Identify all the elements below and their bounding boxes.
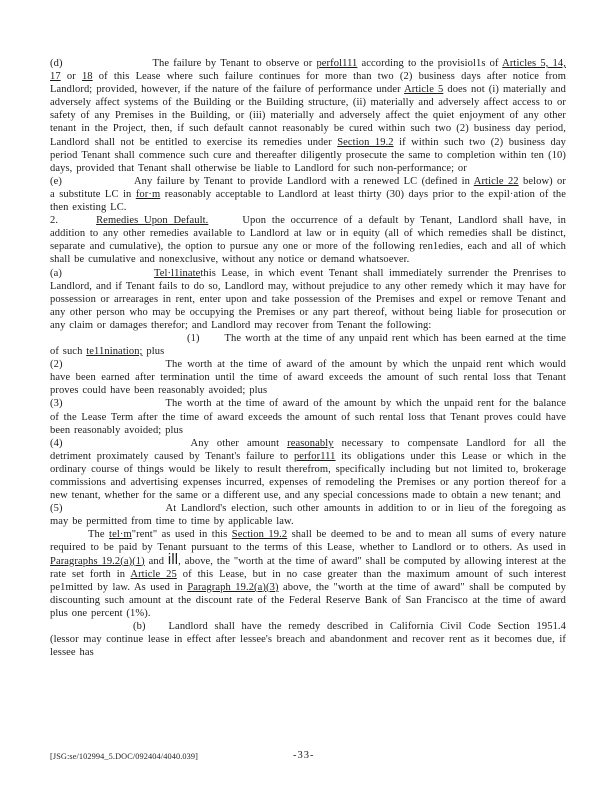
paragraph-b-civil-code (50, 620, 566, 659)
underlined-text: reasonably (287, 437, 334, 449)
underlined-text: 17 (50, 71, 61, 83)
text-run: Landlord shall have the remedy described in California Civil Code Section 1951.4 (lessor may continue lease in effect after lessee's breach and abandonment and recover rent as it becomes due, if lessee has (50, 621, 566, 659)
text-run: 2. (50, 215, 59, 227)
text-run: of this Lease where such failure continues for more than two (2) business days after notice from Landlord; provided, however, if the nature of the failure of performance under (50, 71, 566, 96)
text-run: its obligations under this Lease or which in the ordinary course of things would be likely to result therefrom, specifically including but not limited to, brokerage commissions and advertising expenses incurred, expenses of remodeling the Premises or any portion thereof for a new tenant, whether for the same or a different use, and any special concessions made to obtain a new tenant; and (50, 450, 566, 502)
text-run: (3) (50, 398, 63, 410)
underlined-text: Section 19.2 (231, 529, 288, 541)
underlined-text: Tel·l1inate (153, 267, 201, 279)
text-run: does not (i) materially and adversely affect systems of the Building or the Building structure, (ii) materially and adversely affect access to or safety of any Premises in the Building, or (iii) materially and adversely affect the quiet enjoyment of any other tenant in the Project, then, if such default cannot reasonably be cured within such two (2) business day period, Landlord shall not be entitled to exercise its remedies under (50, 84, 566, 148)
text-run: (a) (50, 267, 62, 279)
text-run: Upon the occurrence of a default by Tenant, Landlord shall have, in addition to any other remedies available to Landlord at law or in equity (all of which remedies shall be distinct, separate and cumulative), the option to pursue any one or more of the following ren1edies, each and all of which shall be cumulative and nonexclusive, without any notice or demand whatsoever. (50, 215, 566, 266)
tab-spacer (50, 340, 187, 341)
text-run: Any other amount (190, 437, 288, 449)
tab-spacer (63, 510, 166, 511)
text-run: this Lease, in which event Tenant shall immediately surrender the Prenrises to Landlord, and if Tenant fails to do so, Landlord may, without prejudice to any other remedy which it may have for possession or arrearages in rent, enter upon and take possession of the Premises and expel or remove Tenant and any other person who may be occupying the Premises or any part thereof, without being liable for prosecution or any claim or damages therefor; and Landlord may recover from Tenant the following: (50, 267, 566, 331)
text-run: The failure by Tenant to observe or (152, 58, 317, 69)
text-run: necessary to compensate Landlord for all the detriment proximately caused by Tenant's failure to (50, 437, 566, 462)
text-run: if within such two (2) business day period Tenant shall commence such cure and thereafter diligently prosecute the same to completion within ten (10) days, provided that Tenant shall otherwise be liable to Landlord for such non-performance; or (50, 136, 567, 174)
underlined-text: perfol111 (316, 58, 358, 69)
text-run: (d) (50, 58, 63, 69)
tab-spacer (63, 405, 166, 406)
text-run: or (60, 71, 82, 83)
text-run: shall be deemed to be and to mean all sums of every nature required to be paid by Tenant pursuant to the terms of this Lease, whether to Landlord or to others. As used in (50, 529, 567, 554)
underlined-text: Remedies Upon Default. (96, 215, 209, 227)
tab-spacer (50, 536, 88, 537)
text-run: "rent" as used in this (131, 529, 232, 541)
text-run: (5) (50, 503, 63, 515)
text-run: The worth at the time of award of the amount by which the unpaid rent for the balance of the Lease Term after the time of award exceeds the amount of such rental loss that Tenant proves could have been reasonably avoided; plus (50, 398, 566, 436)
underlined-text: te11nination; (86, 346, 143, 358)
text-run: below) or a substitute LC in (50, 175, 566, 200)
tab-spacer (146, 628, 169, 629)
text-run: (4) (50, 437, 63, 449)
tab-spacer (62, 183, 134, 184)
underlined-text: Paragraph 19.2(a)(3) (187, 581, 279, 593)
tab-spacer (62, 275, 154, 276)
text-run: of this Lease, but in no case greater than the maximum amount of such interest pe1mitted by law. As used in (50, 568, 566, 593)
text-run: The (88, 529, 110, 541)
tab-spacer (63, 366, 166, 367)
text-run: The worth at the time of any unpaid rent which has been earned at the time of such (50, 332, 566, 358)
document-body (50, 57, 566, 659)
subparagraph-1 (50, 332, 566, 358)
underlined-text: Article 25 (130, 568, 177, 580)
subparagraph-3 (50, 397, 566, 436)
underlined-text: 18 (81, 71, 93, 83)
underlined-text: for·m (135, 188, 161, 200)
paragraph-rent-definition (50, 528, 566, 620)
text-run: reasonably acceptable to Landlord at least thirty (30) days prior to the expil·ation of the then existing LC. (50, 188, 567, 214)
subparagraph-2 (50, 358, 566, 397)
underlined-text: Paragraphs 19.2(a)(1) (50, 555, 145, 567)
tab-spacer (63, 445, 191, 446)
text-run: (b) (133, 621, 146, 633)
text-run: (e) (50, 175, 62, 187)
subparagraph-5 (50, 502, 566, 528)
tab-spacer (208, 222, 242, 223)
footer-document-reference: [JSG:se/102994_5.DOC/092404/4040.039] (50, 752, 198, 761)
footer-page-number: -33- (293, 750, 315, 761)
underlined-text: tel·m (109, 529, 132, 541)
tab-spacer (50, 628, 133, 629)
underlined-text: Section 19.2 (337, 136, 394, 148)
text-run: At Landlord's election, such other amounts in addition to or in lieu of the foregoing as may be permitted from time to time by applicable law. (50, 503, 566, 528)
tab-spacer (58, 222, 96, 223)
paragraph-d (50, 57, 566, 175)
text-run: above, the "worth at the time of award" shall be computed by discounting such amount at the discount rate of the Federal Reserve Bank of San Francisco at the time of award plus one percent (1%). (50, 581, 566, 619)
text-run: (2) (50, 359, 63, 371)
emphasis-run: ill (167, 551, 179, 568)
text-run: Any failure by Tenant to provide Landlord with a renewed LC (defined in (133, 175, 474, 187)
text-run: (1) (187, 332, 200, 344)
subparagraph-4 (50, 437, 566, 502)
underlined-text: Article 5 (404, 84, 444, 96)
underlined-text: perfor111 (293, 450, 336, 462)
text-run: according to the provisiol1s of (357, 58, 503, 69)
section-2-remedies-upon-default (50, 214, 566, 266)
text-run: plus (142, 346, 165, 358)
tab-spacer (200, 340, 225, 341)
text-run: , above, the "worth at the time of award" shall be computed by allowing interest at the rate set forth in (50, 555, 566, 580)
text-run: The worth at the time of award of the amount by which the unpaid rent which would have been earned after termination until the time of award exceeds the amount of such rental loss that Tenant proves could have been reasonably avoided; plus (50, 359, 566, 397)
underlined-text: Articles 5, 14, (502, 58, 566, 69)
paragraph-a-terminate (50, 267, 566, 332)
paragraph-e (50, 175, 566, 214)
underlined-text: Article 22 (473, 175, 519, 187)
text-run: and (144, 555, 168, 567)
tab-spacer (63, 65, 153, 66)
